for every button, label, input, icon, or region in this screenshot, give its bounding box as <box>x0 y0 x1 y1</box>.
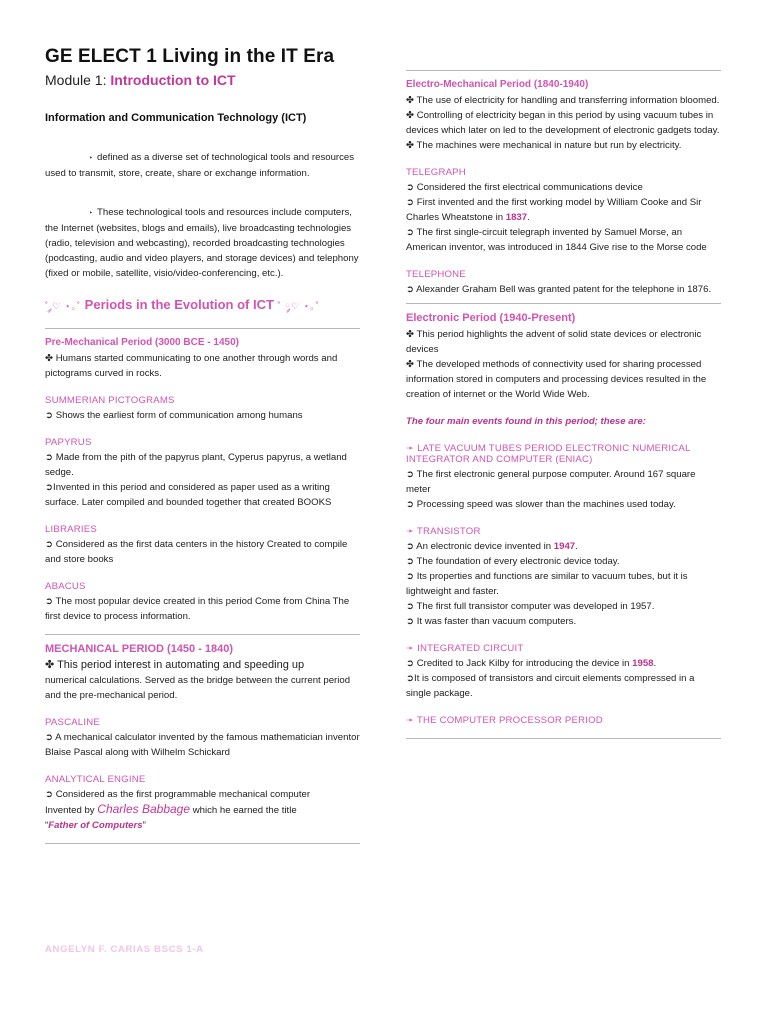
papyrus-label: PAPYRUS <box>45 437 92 448</box>
bullet-triangle-icon: ‣ <box>88 155 93 162</box>
papyrus-item-1: ➲ Made from the pith of the papyrus plant, Cyperus papyrus, a wetland sedge. <box>45 452 347 478</box>
mechanical-desc-lead: ✤ This period interest in automating and speeding up <box>45 659 305 671</box>
electro-mechanical-point-3: ✤ The machines were mechanical in nature but run by electricity. <box>406 140 682 151</box>
periods-heading-text: Periods in the Evolution of ICT <box>84 297 274 312</box>
module-line <box>45 72 360 88</box>
period-punctuation: . <box>527 212 530 223</box>
telegraph-item-2-text: ➲ First invented and the first working model by William Cooke and Sir Charles Wheatstone in <box>406 197 702 223</box>
pre-mechanical-desc: ✤ Humans started communicating to one another through words and pictograms curved in rocks. <box>45 353 338 379</box>
transistor-item-1-text: ➲ An electronic device invented in <box>406 541 552 552</box>
transistor-item-5: ➲ It was faster than vacuum computers. <box>406 616 577 627</box>
analytical-engine-item-3 <box>45 818 360 833</box>
periods-heading <box>45 297 360 322</box>
year-1837: 1837 <box>505 212 528 223</box>
module-name: Introduction to ICT <box>110 72 236 88</box>
father-of-computers-title: Father of Computers <box>48 820 143 831</box>
invented-by-text: Invented by <box>45 805 95 816</box>
pascaline-item: ➲ A mechanical calculator invented by the famous mathematician inventor Blaise Pascal along with Wilhelm Schickard <box>45 732 360 758</box>
transistor-item-4: ➲ The first full transistor computer was developed in 1957. <box>406 601 655 612</box>
electro-mechanical-point-1: ✤ The use of electricity for handling and transferring information bloomed. <box>406 95 720 106</box>
papyrus-item-2: ➲Invented in this period and considered as paper used as a writing surface. Later compiled and bounded together that created BOOKS <box>45 482 332 508</box>
mechanical-title: MECHANICAL PERIOD (1450 - 1840) <box>45 643 234 655</box>
year-1947: 1947 <box>553 541 576 552</box>
ict-paragraph-2-text: These technological tools and resources include computers, the Internet (websites, blogs and emails), live broadcasting technologies (radio, television and webcasting), recorded broadcasting technologies (podcasting, audio and video players, and storage devices) and telephony (fixed or mobile, satellite, visio/video-conferencing, etc.). <box>45 207 359 279</box>
telegraph-label: TELEGRAPH <box>406 167 466 178</box>
telephone-item: ➲ Alexander Graham Bell was granted patent for the telephone in 1876. <box>406 284 712 295</box>
module-prefix: Module 1: <box>45 72 107 88</box>
abacus-label: ABACUS <box>45 581 86 592</box>
ict-paragraph-1 <box>45 150 360 181</box>
divider <box>45 328 360 329</box>
eniac-item-2: ➲ Processing speed was slower than the machines used today. <box>406 499 676 510</box>
left-column <box>45 46 360 852</box>
telegraph-item-1: ➲ Considered the first electrical communications device <box>406 182 643 193</box>
electronic-point-2: ✤ The developed methods of connectivity used for sharing processed information stored in computers and processing devices resulted in the creation of internet or the World Wide Web. <box>406 359 707 400</box>
charles-babbage-name: Charles Babbage <box>97 802 191 816</box>
transistor-item-3: ➲ Its properties and functions are similar to vacuum tubes, but it is lightweight and faster. <box>406 571 688 597</box>
divider <box>406 70 721 71</box>
telegraph-item-3: ➲ The first single-circuit telegraph invented by Samuel Morse, an American inventor, was introduced in 1844 Give rise to the Morse code <box>406 227 707 253</box>
summerian-item: ➲ Shows the earliest form of communication among humans <box>45 410 303 421</box>
transistor-item-1 <box>406 539 721 554</box>
close-quote: ” <box>142 820 146 831</box>
pascaline-label: PASCALINE <box>45 717 100 728</box>
author-footer: ANGELYN F. CARIAS BSCS 1-A <box>45 944 204 955</box>
earned-title-text: which he earned the title <box>192 805 297 816</box>
ict-paragraph-1-text: defined as a diverse set of technological tools and resources used to transmit, store, create, share or exchange information. <box>45 152 355 179</box>
ict-heading: Information and Communication Technology (ICT) <box>45 112 307 124</box>
pre-mechanical-title: Pre-Mechanical Period (3000 BCE - 1450) <box>45 337 239 348</box>
telephone-label: TELEPHONE <box>406 269 466 280</box>
transistor-label: ➛ TRANSISTOR <box>406 526 481 537</box>
mechanical-desc-rest: numerical calculations. Served as the bridge between the current period and the pre-mechanical period. <box>45 675 351 701</box>
right-column <box>406 70 721 747</box>
integrated-circuit-label: ➛ INTEGRATED CIRCUIT <box>406 643 524 654</box>
processor-period-label: ➛ THE COMPUTER PROCESSOR PERIOD <box>406 715 603 726</box>
libraries-item: ➲ Considered as the first data centers in the history Created to compile and store books <box>45 539 348 565</box>
period-punctuation: . <box>653 658 657 669</box>
divider <box>45 843 360 844</box>
transistor-item-2: ➲ The foundation of every electronic device today. <box>406 556 620 567</box>
page-title: GE ELECT 1 Living in the IT Era <box>45 46 335 67</box>
telegraph-item-2 <box>406 195 721 225</box>
analytical-engine-label: ANALYTICAL ENGINE <box>45 774 146 785</box>
integrated-circuit-item-1 <box>406 656 721 671</box>
year-1958: 1958 <box>632 658 654 669</box>
electronic-point-1: ✤ This period highlights the advent of solid state devices or electronic devices <box>406 329 702 355</box>
analytical-engine-item-2 <box>45 802 360 818</box>
decoration-left: ˚ ༘♡ ⋆｡˚ <box>45 301 82 311</box>
electro-mechanical-title: Electro-Mechanical Period (1840-1940) <box>406 79 589 90</box>
integrated-circuit-item-1-text: ➲ Credited to Jack Kilby for introducing the device in <box>406 658 630 669</box>
decoration-right: ˚ ༘♡ ⋆｡˚ <box>277 301 320 311</box>
analytical-engine-item-1: ➲ Considered as the first programmable mechanical computer <box>45 789 311 800</box>
eniac-label: ➛ LATE VACUUM TUBES PERIOD ELECTRONIC NUMERICAL INTEGRATOR AND COMPUTER (ENIAC) <box>406 443 691 465</box>
electro-mechanical-point-2: ✤ Controlling of electricity began in this period by using vacuum tubes in devices which later on led to the development of electronic gadgets today. <box>406 110 720 136</box>
open-quote: “ <box>45 820 49 831</box>
summerian-label: SUMMERIAN PICTOGRAMS <box>45 395 175 406</box>
eniac-item-1: ➲ The first electronic general purpose computer. Around 167 square meter <box>406 469 696 495</box>
integrated-circuit-item-2: ➲It is composed of transistors and circuit elements compressed in a single package. <box>406 673 695 699</box>
ict-paragraph-2 <box>45 205 360 281</box>
period-punctuation: . <box>575 541 578 552</box>
abacus-item: ➲ The most popular device created in this period Come from China The first device to process information. <box>45 596 350 622</box>
libraries-label: LIBRARIES <box>45 524 97 535</box>
divider <box>406 303 721 304</box>
divider <box>406 738 721 739</box>
electronic-title: Electronic Period (1940-Present) <box>406 312 576 324</box>
divider <box>45 634 360 635</box>
events-intro: The four main events found in this period; these are: <box>406 416 646 427</box>
bullet-triangle-icon: ‣ <box>88 210 93 217</box>
